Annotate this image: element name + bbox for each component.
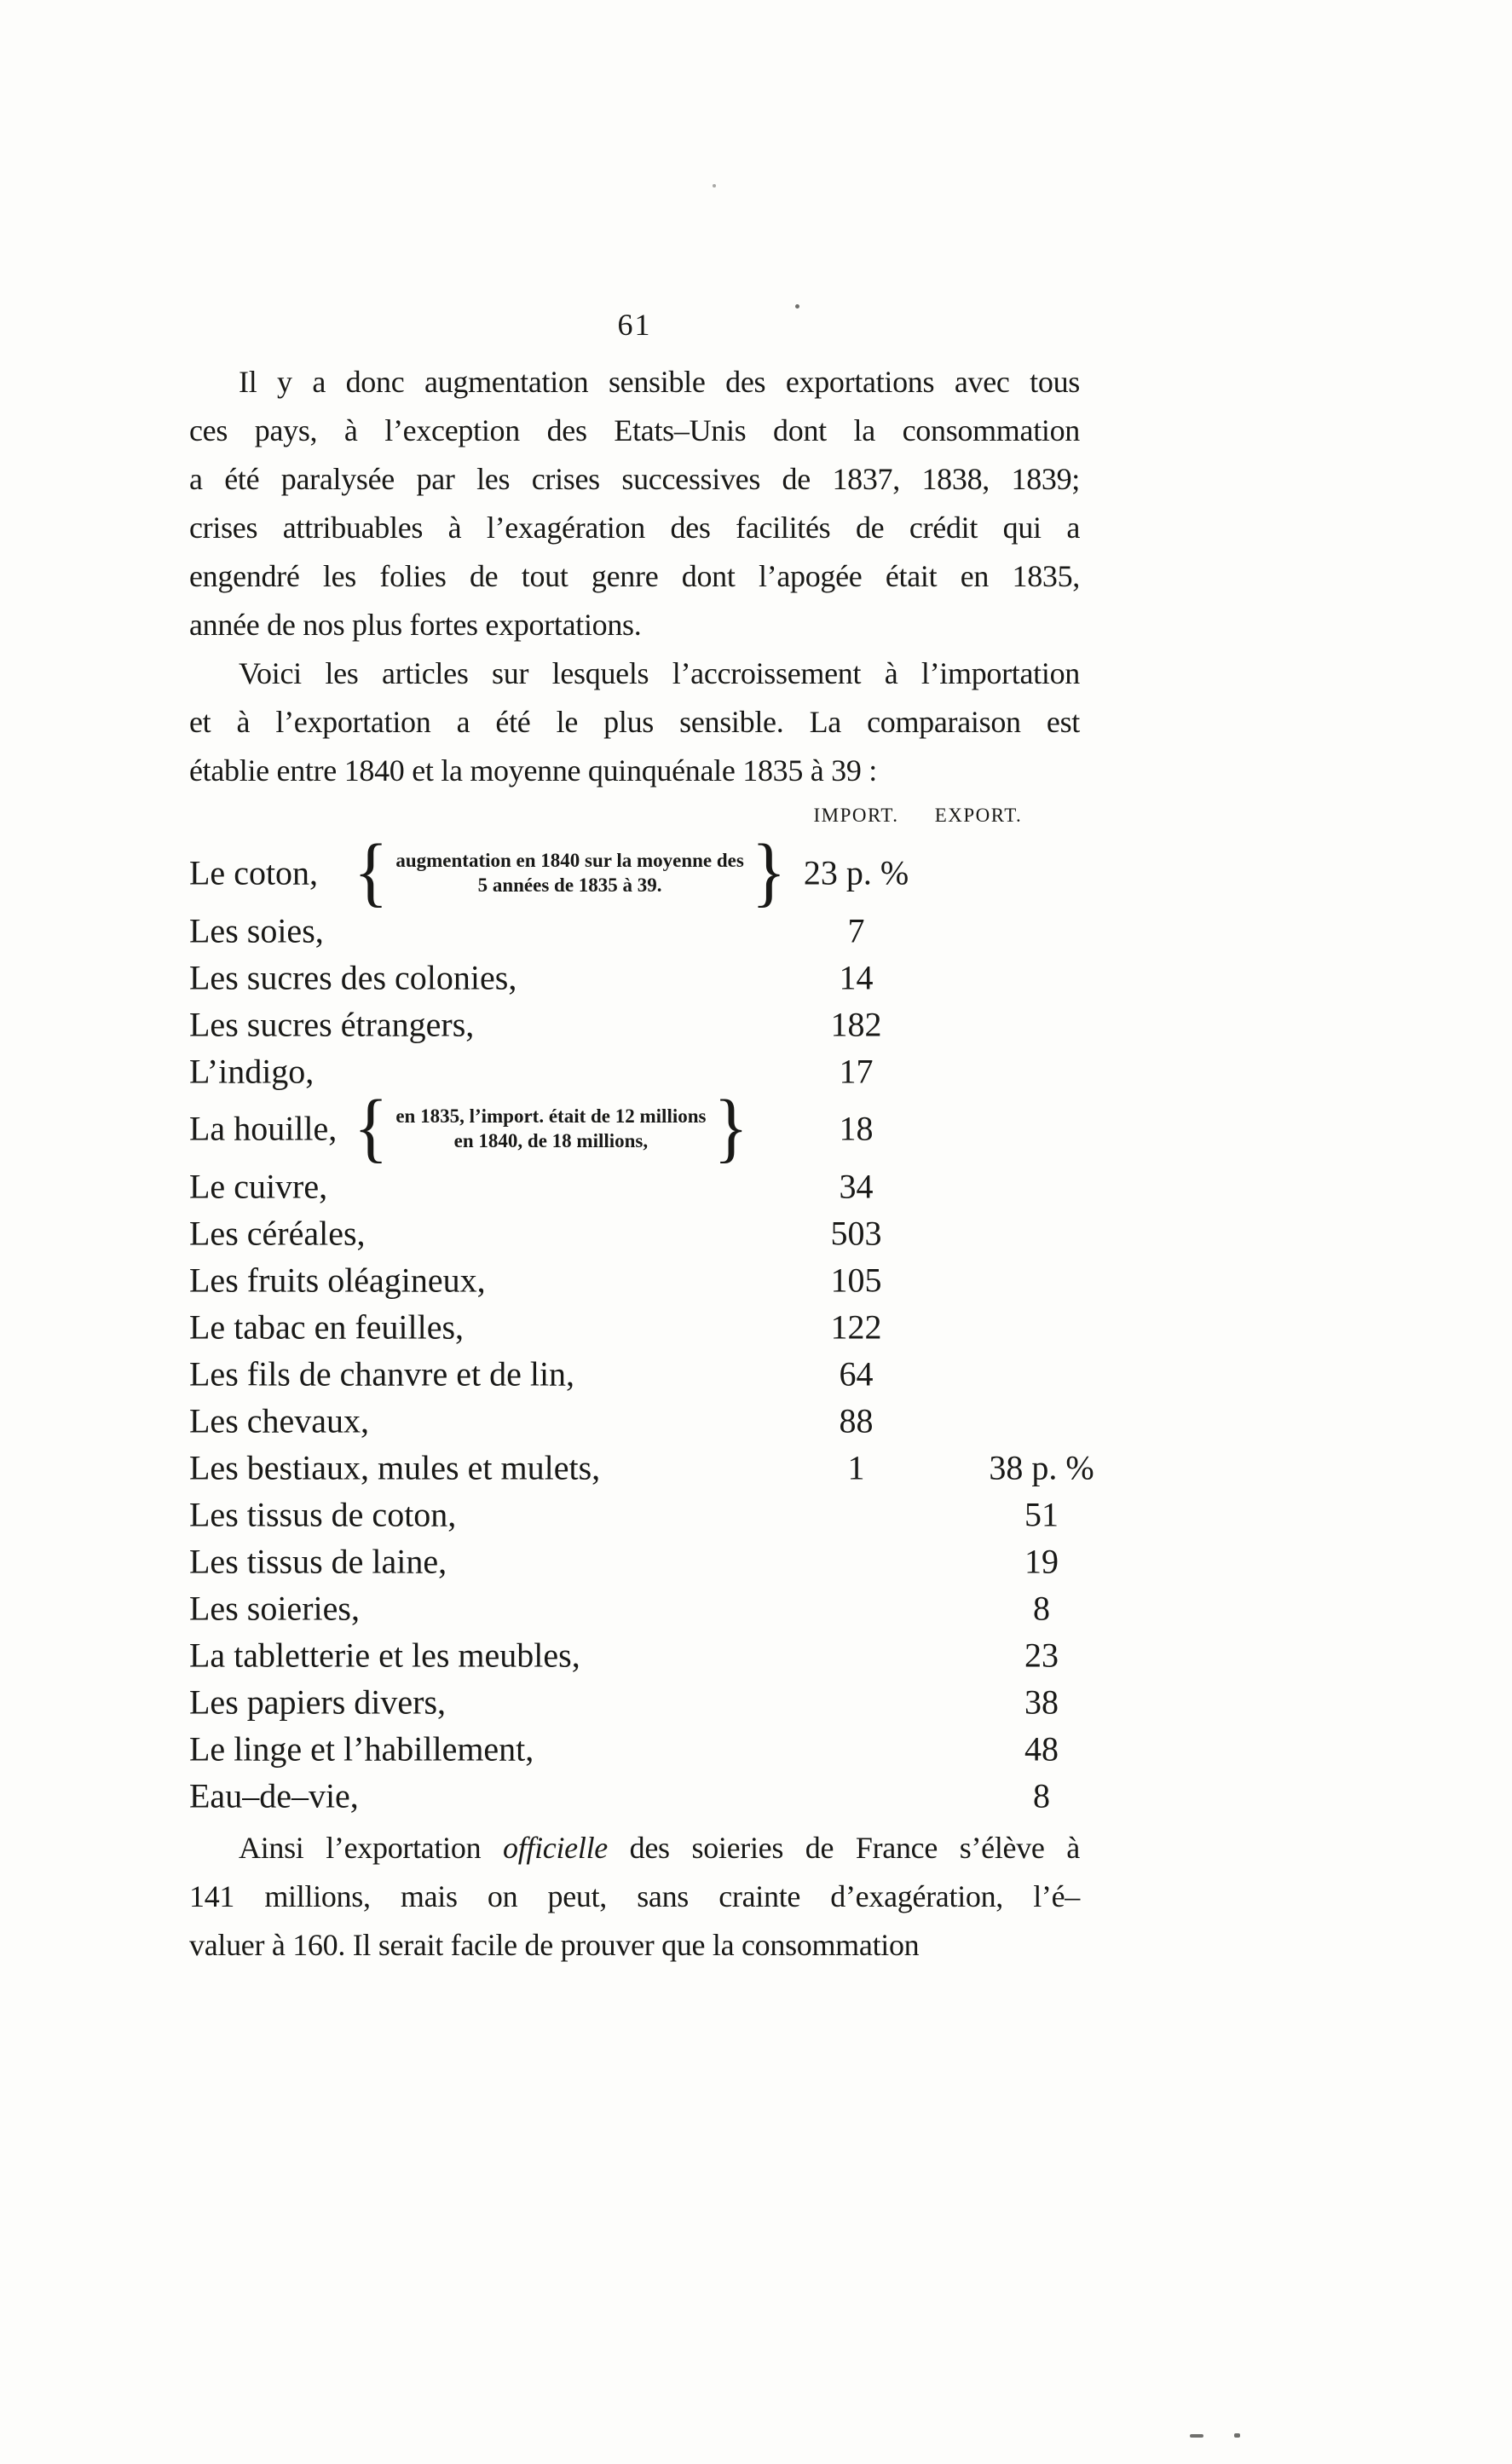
text-segment: 141 millions, mais on peut, sans crainte d’exagération, l’é– bbox=[189, 1879, 1080, 1913]
page-number: 61 bbox=[617, 308, 652, 342]
row-label: Les fruits oléagineux, bbox=[189, 1261, 486, 1299]
text-segment: Voici les articles sur lesquels l’accroissement à l’importation bbox=[239, 656, 1080, 690]
export-value: 23 bbox=[1024, 1636, 1059, 1674]
text-line bbox=[189, 1824, 1080, 1873]
annotation-text bbox=[392, 1104, 709, 1153]
text-segment: année de nos plus fortes exportations. bbox=[189, 608, 642, 642]
table-rows bbox=[189, 829, 1127, 1819]
import-value: 17 bbox=[839, 1052, 874, 1090]
table-row bbox=[189, 829, 1127, 915]
text-segment: des soieries de France s’élève à bbox=[607, 1831, 1080, 1865]
annotation-line: 5 années de 1835 à 39. bbox=[477, 874, 662, 896]
paragraph-table-intro bbox=[189, 649, 1080, 795]
row-label: Les sucres des colonies, bbox=[189, 958, 517, 996]
scan-speck bbox=[713, 184, 716, 188]
table-row bbox=[189, 1725, 1127, 1772]
table-row bbox=[189, 907, 1127, 954]
export-value: 38 p. % bbox=[989, 1448, 1094, 1486]
import-value: 64 bbox=[839, 1354, 874, 1393]
table-row bbox=[189, 1001, 1127, 1047]
export-value: 48 bbox=[1024, 1729, 1059, 1768]
left-brace-icon: { bbox=[354, 829, 389, 915]
text-line bbox=[189, 552, 1080, 601]
text-segment: ces pays, à l’exception des Etats–Unis dont la consommation bbox=[189, 413, 1080, 447]
import-value: 88 bbox=[839, 1401, 874, 1440]
export-value: 51 bbox=[1024, 1495, 1059, 1533]
text-segment: Ainsi l’exportation bbox=[239, 1831, 503, 1865]
text-segment: engendré les folies de tout genre dont l’apogée était en 1835, bbox=[189, 559, 1080, 593]
column-header-import: IMPORT. bbox=[813, 805, 899, 826]
table-row bbox=[189, 1491, 1127, 1538]
import-value: 18 bbox=[839, 1109, 874, 1148]
export-value: 38 bbox=[1024, 1682, 1059, 1721]
annotation-text bbox=[392, 848, 747, 897]
row-annotation bbox=[354, 829, 787, 915]
right-brace-icon: } bbox=[751, 829, 787, 915]
annotation-line: en 1835, l’import. était de 12 millions bbox=[395, 1105, 707, 1127]
row-label: Les soieries, bbox=[189, 1589, 360, 1627]
export-value: 8 bbox=[1033, 1589, 1050, 1627]
text-segment: a été paralysée par les crises successives de 1837, 1838, 1839; bbox=[189, 462, 1080, 496]
table-row bbox=[189, 1256, 1127, 1303]
scan-speck bbox=[795, 304, 799, 309]
table-row bbox=[189, 1085, 1127, 1171]
import-value: 1 bbox=[847, 1448, 865, 1486]
row-label: Les bestiaux, mules et mulets, bbox=[189, 1448, 601, 1486]
text-line bbox=[189, 1873, 1080, 1921]
row-label: Les tissus de coton, bbox=[189, 1495, 457, 1533]
table-row bbox=[189, 1303, 1127, 1350]
table-row bbox=[189, 1538, 1127, 1584]
table-row bbox=[189, 1209, 1127, 1256]
import-value: 7 bbox=[847, 911, 865, 949]
text-segment: crises attribuables à l’exagération des facilités de crédit qui a bbox=[189, 511, 1080, 545]
paragraph-closing bbox=[189, 1824, 1080, 1970]
row-label: Les céréales, bbox=[189, 1214, 366, 1252]
text-line bbox=[189, 504, 1080, 552]
italic-text: officielle bbox=[503, 1831, 608, 1865]
import-value: 122 bbox=[830, 1307, 882, 1346]
row-label: Les fils de chanvre et de lin, bbox=[189, 1354, 575, 1393]
text-line bbox=[189, 601, 1080, 649]
text-segment: et à l’exportation a été le plus sensible. La comparaison est bbox=[189, 705, 1080, 739]
import-value: 23 p. % bbox=[803, 853, 909, 892]
text-segment: valuer à 160. Il serait facile de prouver que la consommation bbox=[189, 1928, 920, 1962]
left-brace-icon: { bbox=[354, 1085, 389, 1171]
text-line bbox=[189, 407, 1080, 455]
text-line bbox=[189, 358, 1080, 407]
table-row bbox=[189, 1397, 1127, 1444]
table-row bbox=[189, 1047, 1127, 1094]
annotation-line: en 1840, de 18 millions, bbox=[453, 1130, 649, 1151]
paragraph-intro bbox=[189, 358, 1080, 649]
row-label: Le linge et l’habillement, bbox=[189, 1729, 534, 1768]
table-header bbox=[189, 805, 1127, 839]
annotation-line: augmentation en 1840 sur la moyenne des bbox=[395, 850, 744, 871]
row-label: Le tabac en feuilles, bbox=[189, 1307, 465, 1346]
table-row bbox=[189, 1584, 1127, 1631]
text-segment: établie entre 1840 et la moyenne quinquénale 1835 à 39 : bbox=[189, 753, 877, 788]
row-label: Les soies, bbox=[189, 911, 324, 949]
text-line bbox=[189, 1921, 1080, 1970]
table-row bbox=[189, 954, 1127, 1001]
export-value: 8 bbox=[1033, 1776, 1050, 1815]
row-label: Le cuivre, bbox=[189, 1167, 328, 1205]
text-segment: Il y a donc augmentation sensible des exportations avec tous bbox=[239, 365, 1080, 399]
row-label: Les sucres étrangers, bbox=[189, 1005, 475, 1043]
row-label: La tabletterie et les meubles, bbox=[189, 1636, 580, 1674]
text-line bbox=[189, 649, 1080, 698]
trade-statistics-table bbox=[189, 805, 1127, 1819]
column-header-export: EXPORT. bbox=[934, 805, 1023, 826]
row-label: Les papiers divers, bbox=[189, 1682, 447, 1721]
text-line bbox=[189, 698, 1080, 747]
row-label: Le coton, bbox=[189, 853, 319, 892]
table-row bbox=[189, 1163, 1127, 1209]
import-value: 503 bbox=[830, 1214, 882, 1252]
table-row bbox=[189, 1678, 1127, 1725]
row-annotation bbox=[354, 1085, 748, 1171]
table-row bbox=[189, 1631, 1127, 1678]
row-label: Les chevaux, bbox=[189, 1401, 370, 1440]
row-label: La houille, bbox=[189, 1109, 338, 1148]
import-value: 34 bbox=[839, 1167, 874, 1205]
import-value: 182 bbox=[830, 1005, 882, 1043]
scan-speck bbox=[1190, 2434, 1203, 2438]
row-label: Eau–de–vie, bbox=[189, 1776, 359, 1815]
import-value: 105 bbox=[830, 1261, 882, 1299]
import-value: 14 bbox=[839, 958, 874, 996]
row-label: L’indigo, bbox=[189, 1052, 315, 1090]
scan-speck bbox=[1234, 2433, 1240, 2438]
row-label: Les tissus de laine, bbox=[189, 1542, 447, 1580]
table-row bbox=[189, 1444, 1127, 1491]
export-value: 19 bbox=[1024, 1542, 1059, 1580]
table-row bbox=[189, 1772, 1127, 1819]
right-brace-icon: } bbox=[713, 1085, 748, 1171]
text-line bbox=[189, 455, 1080, 504]
table-row bbox=[189, 1350, 1127, 1397]
text-line bbox=[189, 747, 1080, 795]
